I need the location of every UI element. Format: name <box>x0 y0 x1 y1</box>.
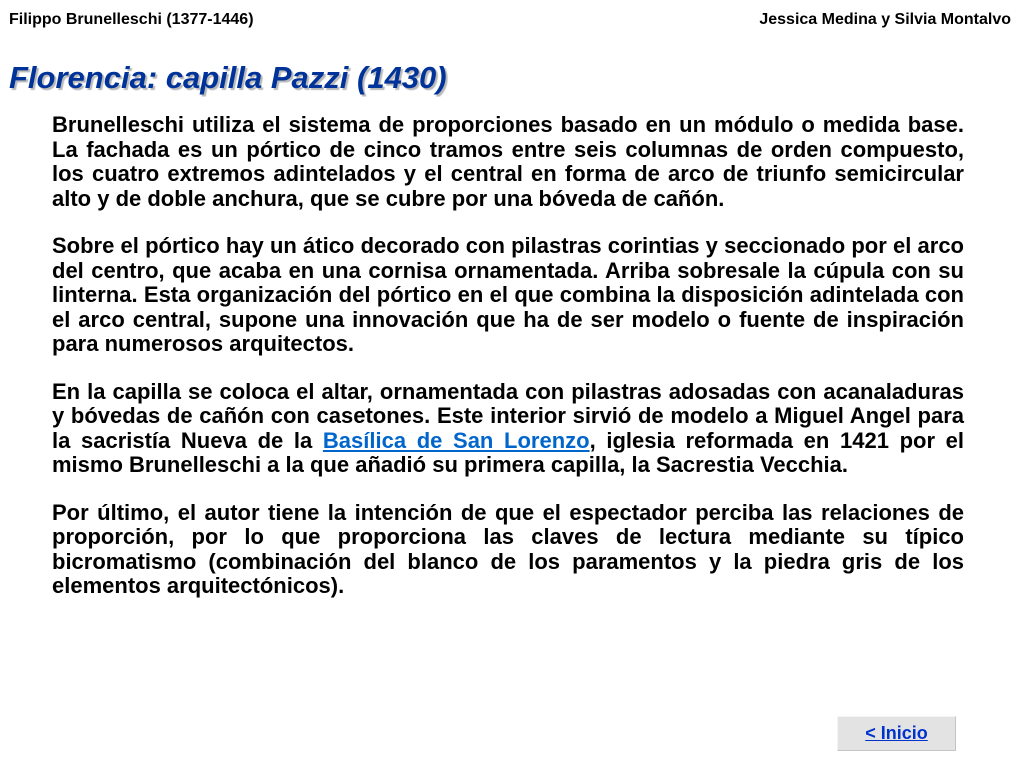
paragraph-interior <box>52 380 964 478</box>
paragraph-interior-text-start: En la capilla se coloca el altar, ornamentada con pilastras adosadas con acanaladuras y bóvedas de cañón con casetones. Este interior sirvió de modelo a Miguel Angel para la sacristía Nueva de la <box>52 378 964 453</box>
inicio-button-label[interactable]: < Inicio <box>865 723 928 743</box>
paragraph-atico: Sobre el pórtico hay un ático decorado con pilastras corintias y seccionado por el arco del centro, que acaba en una cornisa ornamentada. Arriba sobresale la cúpula con su linterna. Esta organización del pórtico en el que combina la disposición adintelada con el arco central, supone una innovación que ha de ser modelo o fuente de inspiración para numerosos arquitectos. <box>52 233 964 356</box>
body-text <box>52 113 964 622</box>
paragraph-proportions: Brunelleschi utiliza el sistema de proporciones basado en un módulo o medida base. La fachada es un pórtico de cinco tramos entre seis columnas de orden compuesto, los cuatro extremos adintelados y el central en forma de arco de triunfo semicircular alto y de doble anchura, que se cubre por una bóveda de cañón. <box>52 112 964 211</box>
basilica-san-lorenzo-link[interactable]: Basílica de San Lorenzo <box>322 427 590 453</box>
page-title: Florencia: capilla Pazzi (1430) <box>9 60 447 95</box>
header-presenters: Jessica Medina y Silvia Montalvo <box>759 11 1011 28</box>
paragraph-bicromatismo: Por último, el autor tiene la intención de que el espectador perciba las relaciones de proporción, por lo que proporciona las claves de lectura mediante su típico bicromatismo (combinación del blanco de los paramentos y la piedra gris de los elementos arquitectónicos). <box>52 499 964 598</box>
inicio-button[interactable] <box>837 716 956 751</box>
paragraph-interior-text-end: , iglesia reformada en 1421 por el mismo Brunelleschi a la que añadió su primera capilla, la Sacrestia Vecchia. <box>52 427 965 477</box>
header-author-subject: Filippo Brunelleschi (1377-1446) <box>9 11 254 28</box>
